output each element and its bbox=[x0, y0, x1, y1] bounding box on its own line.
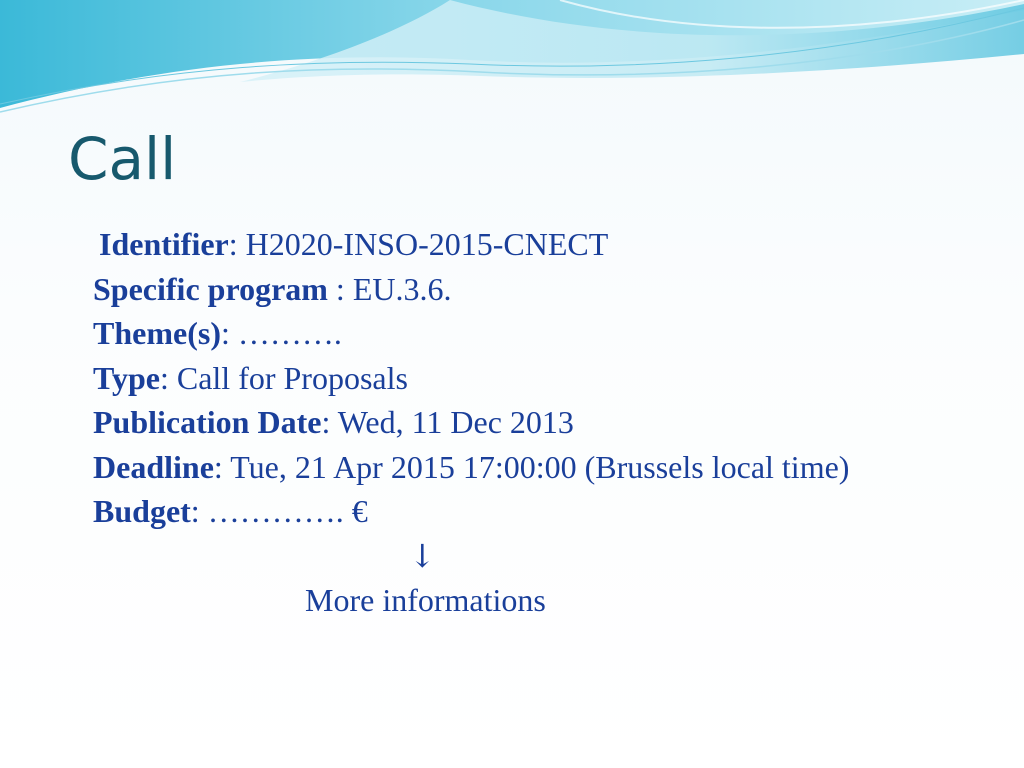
publication-date-line bbox=[93, 400, 953, 445]
budget-value: …………. € bbox=[207, 493, 368, 529]
themes-value: ………. bbox=[237, 315, 342, 351]
call-details bbox=[93, 222, 953, 623]
budget-line bbox=[93, 489, 953, 534]
more-informations-link[interactable]: More informations bbox=[305, 582, 546, 618]
budget-label: Budget bbox=[93, 493, 191, 529]
specific-program-separator: : bbox=[327, 270, 353, 307]
identifier-line bbox=[93, 222, 953, 267]
themes-label: Theme(s) bbox=[93, 315, 221, 351]
specific-program-value: EU.3.6. bbox=[352, 270, 452, 307]
type-label: Type bbox=[93, 359, 160, 396]
themes-separator: : bbox=[220, 315, 238, 351]
budget-separator: : bbox=[190, 493, 208, 529]
themes-line bbox=[93, 311, 953, 356]
deadline-line bbox=[93, 445, 953, 490]
identifier-value: H2020-INSO-2015-CNECT bbox=[245, 226, 609, 262]
type-line bbox=[93, 356, 953, 401]
deadline-label: Deadline bbox=[93, 448, 214, 485]
type-value: Call for Proposals bbox=[176, 359, 408, 396]
down-arrow-icon: ↓ bbox=[409, 536, 436, 575]
slide-title: Call bbox=[68, 125, 177, 193]
deadline-separator: : bbox=[213, 448, 231, 485]
specific-program-line bbox=[93, 267, 953, 312]
publication-date-value: Wed, 11 Dec 2013 bbox=[337, 404, 574, 440]
wave-header-decoration bbox=[0, 0, 1024, 130]
type-separator: : bbox=[159, 359, 177, 396]
deadline-value: Tue, 21 Apr 2015 17:00:00 (Brussels local time) bbox=[230, 448, 850, 485]
publication-date-separator: : bbox=[321, 404, 338, 440]
identifier-separator: : bbox=[228, 226, 246, 262]
specific-program-label: Specific program bbox=[93, 270, 328, 307]
identifier-label: Identifier bbox=[99, 226, 229, 262]
publication-date-label: Publication Date bbox=[93, 404, 322, 440]
